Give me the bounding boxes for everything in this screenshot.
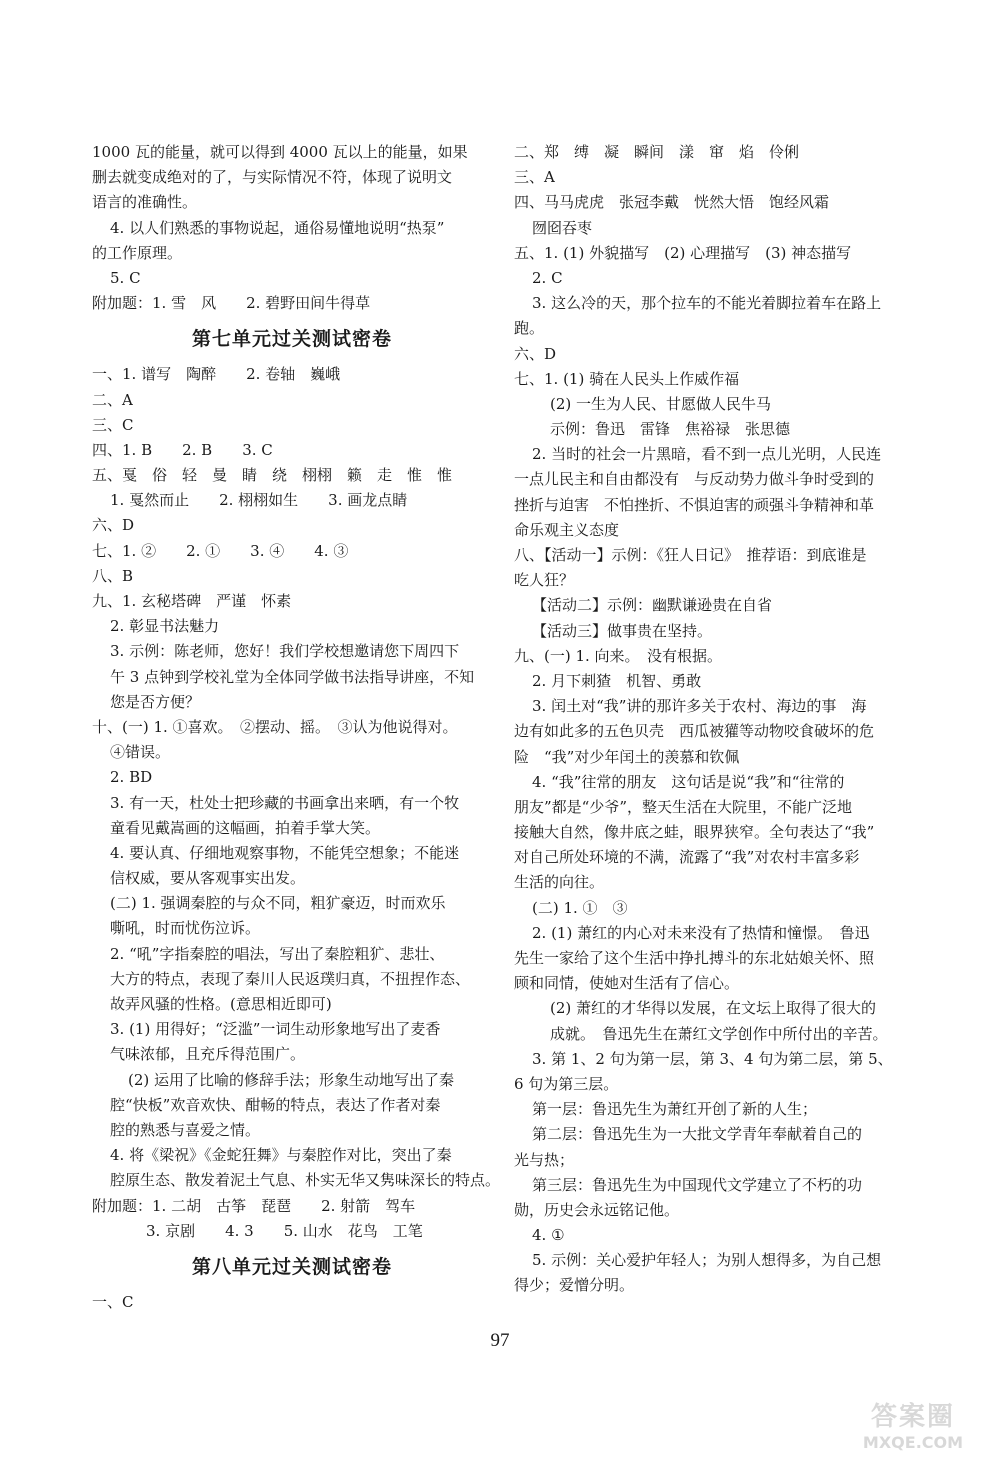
answer-line: 语言的准确性。 [92,193,198,212]
watermark-top-text: 答案圈 [870,1402,955,1432]
answer-line: 六、D [92,516,135,535]
answer-line: 十、(一) 1. ①喜欢。 ②摆动、摇。 ③认为他说得对。 [92,717,458,736]
answer-line: 吃人狂？ [514,571,575,590]
answer-line: 3. 有一天，杜处士把珍藏的书画拿出来晒，有一个牧 [110,793,460,812]
answer-line: 2. (1) 萧红的内心对未来没有了热情和憧憬。 鲁迅 [532,923,870,942]
answer-line: 三、C [92,415,134,434]
answer-line: 一、C [92,1292,134,1311]
answer-line: 4. 以人们熟悉的事物说起，通俗易懂地说明“热泵” [110,218,445,237]
answer-line: 2. 彰显书法魅力 [110,617,220,636]
answer-line: 3. (1) 用得好；“泛滥”一词生动形象地写出了麦香 [110,1020,441,1039]
answer-line: 生活的向往。 [514,873,605,892]
answer-line: 对自己所处环境的不满，流露了“我”对农村丰富多彩 [514,848,860,867]
answer-line: 第三层：鲁迅先生为中国现代文学建立了不朽的功 [532,1175,863,1194]
answer-line: 险 “我”对少年闰土的羡慕和钦佩 [514,747,740,766]
answer-line: 九、(一) 1. 向来。 没有根据。 [514,646,723,665]
answer-line: 朋友”都是“少爷”，整天生活在大院里，不能广泛地 [514,797,853,816]
answer-line: 五、戛 俗 轻 曼 睛 绕 栩栩 籁 走 惟 惟 [92,466,453,485]
answer-line: 九、1. 玄秘塔碑 严谨 怀素 [92,592,292,610]
answer-line: 3. 京剧 4. 3 5. 山水 花鸟 工笔 [146,1221,423,1240]
answer-line: 午 3 点钟到学校礼堂为全体同学做书法指导讲座，不知 [110,667,475,686]
answer-line: 故弄风骚的性格。(意思相近即可) [110,995,332,1013]
answer-line: 2. 月下刺猹 机智、勇敢 [532,671,702,690]
answer-line: 6 句为第三层。 [514,1074,619,1093]
answer-line: 1000 瓦的能量，就可以得到 4000 瓦以上的能量，如果 [92,143,468,161]
answer-line: 嘶吼，时而忧伤泣诉。 [110,919,261,938]
section-heading: 第八单元过关测试密卷 [191,1255,392,1278]
answer-line: 边有如此多的五色贝壳 西瓜被獾等动物咬食破坏的危 [514,722,875,741]
answer-line: (2) 一生为人民、甘愿做人民牛马 [550,394,772,413]
answer-line: (二) 1. ① ③ [532,898,628,917]
answer-line: 光与热； [514,1150,575,1169]
answer-line: 腔“快板”欢音欢快、酣畅的特点，表达了作者对秦 [110,1095,441,1114]
answer-line: 四、1. B 2. B 3. C [92,440,273,459]
answer-line: 气味浓郁，且充斥得范围广。 [110,1045,306,1064]
answer-line: 1. 戛然而止 2. 栩栩如生 3. 画龙点睛 [110,491,408,510]
answer-line: 附加题：1. 二胡 古筝 琵琶 2. 射箭 驾车 [92,1196,416,1215]
answer-line: 勋，历史会永远铭记他。 [514,1200,680,1219]
answer-line: 附加题：1. 雪 风 2. 碧野田间牛得草 [92,294,371,313]
answer-line: 挫折与迫害 不怕挫折、不惧迫害的顽强斗争精神和革 [514,495,875,514]
answer-line: 得少；爱憎分明。 [514,1276,635,1295]
answer-line: 的工作原理。 [92,243,183,262]
answer-line: 2. 当时的社会一片黑暗，看不到一点儿光明，人民连 [532,445,882,464]
answer-line: 顾和同情，使她对生活有了信心。 [514,974,740,993]
answer-line: 5. 示例：关心爱护年轻人；为别人想得多，为自己想 [532,1251,882,1270]
answer-line: 5. C [110,268,141,287]
answer-line: 囫囵吞枣 [532,218,593,237]
answer-line: 六、D [514,344,557,363]
answer-line: ④错误。 [110,743,171,762]
answer-line: 先生一家给了这个生活中挣扎搏斗的东北姑娘关怀、照 [514,949,875,967]
left-answer-column [92,140,501,1315]
answer-line: 4. ① [532,1226,565,1245]
answer-line: 信权威，要从客观事实出发。 [110,869,306,888]
answer-line: (2) 运用了比喻的修辞手法；形象生动地写出了秦 [128,1070,455,1089]
answer-line: 4. 将《梁祝》《金蛇狂舞》与秦腔作对比，突出了秦 [110,1146,452,1165]
answer-line: 第二层：鲁迅先生为一大批文学青年奉献着自己的 [532,1125,863,1144]
answer-line: 五、1. (1) 外貌描写 (2) 心理描写 (3) 神态描写 [514,243,852,262]
answer-line: 二、A [92,390,133,409]
answer-line: 【活动三】做事贵在坚持。 [532,621,713,640]
answer-line: 3. 第 1、2 句为第一层，第 3、4 句为第二层，第 5、 [532,1049,893,1068]
page-number: 97 [490,1330,510,1351]
answer-line: 3. 这么冷的天，那个拉车的不能光着脚拉着车在路上 [532,294,882,313]
answer-line: 七、1. ② 2. ① 3. ④ 4. ③ [92,541,349,560]
answer-line: 2. “吼”字指秦腔的唱法，写出了秦腔粗犷、悲壮、 [110,944,445,963]
watermark-bottom-text: MXQE.COM [862,1433,964,1452]
answer-line: 一、1. 谱写 陶醉 2. 卷轴 巍峨 [92,365,341,384]
answer-line: (二) 1. 强调秦腔的与众不同，粗犷豪迈，时而欢乐 [110,894,446,913]
answer-line: 示例：鲁迅 雷锋 焦裕禄 张思德 [550,420,791,439]
answer-line: 命乐观主义态度 [514,520,620,539]
answer-line: 3. 示例：陈老师，您好！我们学校想邀请您下周四下 [110,642,460,661]
watermark-logo [838,1401,988,1461]
section-heading: 第七单元过关测试密卷 [191,328,392,351]
answer-line: 接触大自然，像井底之蛙，眼界狭窄。全句表达了“我” [514,823,875,842]
answer-line: 腔的熟悉与喜爱之情。 [110,1120,261,1139]
answer-line: (2) 萧红的才华得以发展，在文坛上取得了很大的 [550,999,877,1018]
answer-line: 腔原生态、散发着泥土气息、朴实无华又隽味深长的特点。 [110,1171,501,1190]
answer-line: 2. C [532,268,563,287]
answer-line: 一点儿民主和自由都没有 与反动势力做斗争时受到的 [514,470,875,489]
answer-line: 二、郑 缚 凝 瞬间 漾 窜 焰 伶俐 [514,143,800,161]
answer-line: 四、马马虎虎 张冠李戴 恍然大悟 饱经风霜 [514,193,830,212]
answer-line: 三、A [514,168,555,187]
answer-line: 八、B [92,566,134,585]
answer-line: 童看见戴嵩画的这幅画，拍着手掌大笑。 [110,818,381,837]
answer-line: 删去就变成绝对的了，与实际情况不符，体现了说明文 [92,168,453,187]
answer-line: 【活动二】示例：幽默谦逊贵在自省 [532,596,773,615]
answer-line: 大方的特点，表现了秦川人民返璞归真，不扭捏作态、 [110,969,471,988]
answer-line: 成就。 鲁迅先生在萧红文学创作中所付出的辛苦。 [550,1024,888,1043]
answer-line: 4. 要认真、仔细地观察事物，不能凭空想象；不能迷 [110,843,460,862]
answer-line: 3. 闰土对“我”讲的那许多关于农村、海边的事 海 [532,697,867,716]
answer-line: 您是否方便？ [110,692,201,711]
answer-line: 4. “我”往常的朋友 这句话是说“我”和“往常的 [532,772,845,791]
right-answer-column [514,140,914,1299]
answer-line: 七、1. (1) 骑在人民头上作威作福 [514,369,740,388]
answer-line: 八、【活动一】示例：《狂人日记》 推荐语：到底谁是 [514,546,867,564]
answer-line: 第一层：鲁迅先生为萧红开创了新的人生； [532,1100,818,1119]
answer-line: 跑。 [514,319,545,338]
answer-line: 2. BD [110,768,153,787]
